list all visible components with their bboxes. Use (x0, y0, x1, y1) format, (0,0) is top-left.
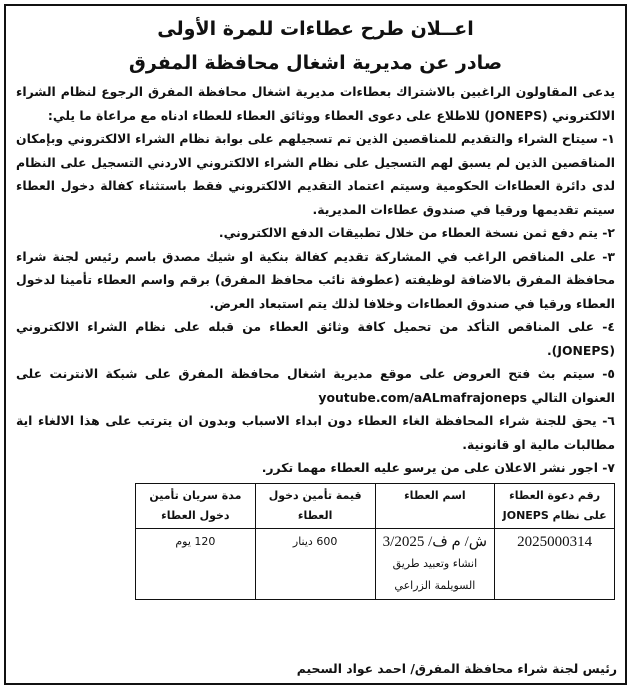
tender-table (135, 483, 615, 600)
cell-guarantee-duration: 120 يوم (136, 528, 256, 599)
item-6: ٦- يحق للجنة شراء المحافظة الغاء العطاء دون ابداء الاسباب وبدون ان يترتب على هذا الالغاء اية مطالبات مالية او قانونية. (16, 413, 615, 452)
item-5: ٥- سيتم بث فتح العروض على موقع مديرية اشغال محافظة المفرق على شبكة الانترنت على العنوان التالي youtube.com/aALmafrajoneps (16, 366, 615, 405)
header-tender-name: اسم العطاء (375, 483, 495, 528)
title-line-1: اعــلان طرح عطاءات للمرة الأولى (157, 18, 474, 40)
item-7: ٧- اجور نشر الاعلان على من يرسو عليه العطاء مهما تكرر. (261, 460, 615, 475)
cell-tender-number: 2025000314 (495, 528, 615, 599)
header-tender-number: رقم دعوة العطاء على نظام JONEPS (495, 483, 615, 528)
header-guarantee-duration: مدة سريان تأمين دخول العطاء (136, 483, 256, 528)
cell-tender-name (375, 528, 495, 599)
item-2: ٢- يتم دفع ثمن نسخة العطاء من خلال تطبيقات الدفع الالكتروني. (218, 225, 615, 240)
table-row (136, 528, 615, 599)
signature: رئيس لجنة شراء محافظة المفرق/ احمد عواد السحيم (296, 661, 617, 676)
tender-description: انشاء وتعبيد طريق السويلمة الزراعي (392, 556, 478, 592)
cell-guarantee-amount: 600 دينار (255, 528, 375, 599)
intro-paragraph: يدعى المقاولون الراغبين بالاشتراك بعطاءات مديرية اشغال محافظة المفرق الرجوع لنظام الشراء الالكتروني (JONEPS) للاطلاع على دعوى العطاء ووثائق العطاء للعطاء ادناه مع مراعاة ما يلي: (16, 84, 615, 123)
item-1: ١- سيتاح الشراء والتقديم للمناقصين الذين تم تسجيلهم على بوابة نظام الشراء الالكتروني وبإمكان المناقصين الذين لم يسبق لهم التسجيل على نظام الشراء الالكتروني الاردني التسجيل على النظام لدى دائرة العطاءات الحكومية وسيتم اعتماد التقديم الالكتروني فقط باستثناء كفالة دخول العطاء سيتم تقديمها ورقيا في صندوق عطاءات المديرية. (16, 131, 615, 217)
item-4: ٤- على المناقص التأكد من تحميل كافة وثائق العطاء من قبله على نظام الشراء الالكتروني (JONEPS). (16, 319, 615, 358)
header-guarantee-amount: قيمة تأمين دخول العطاء (255, 483, 375, 528)
item-3: ٣- على المناقص الراغب في المشاركة تقديم كفالة بنكية او شيك مصدق باسم رئيس لجنة شراء محافظة المفرق بالاضافة لوظيفته (عطوفة نائب محافظ المفرق) برقم واسم العطاء تأمينا لدخول العطاء ورقيا في صندوق العطاءات وخلافا لذلك يتم استبعاد العرض. (16, 248, 615, 311)
announcement-frame (4, 4, 627, 685)
table-header-row (136, 483, 615, 528)
title-line-2: صادر عن مديرية اشغال محافظة المفرق (128, 52, 503, 74)
tender-code: ش/ م ف/ 3/2025 (382, 533, 488, 550)
announcement-content (16, 12, 615, 600)
